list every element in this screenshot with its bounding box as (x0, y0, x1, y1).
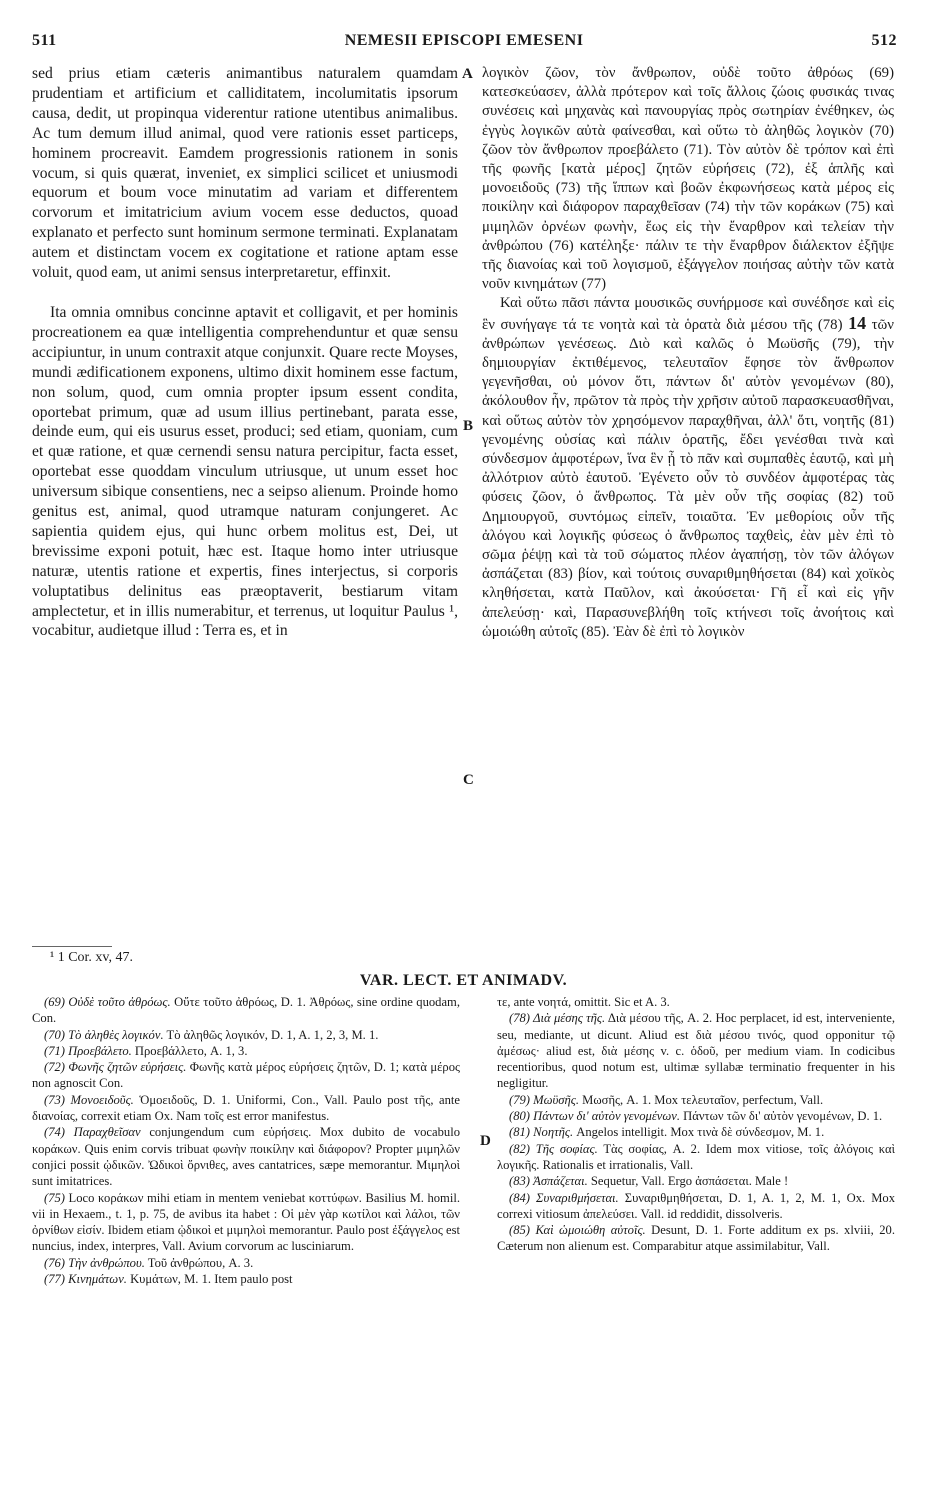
note-text: Κυμάτων, M. 1. Item paulo post (126, 1272, 293, 1287)
greek-paragraph-1: λογικὸν ζῶον, τὸν ἄνθρωπον, οὐδὲ τοῦτο ἀθρόως (69) κατεσκεύασεν, ἀλλὰ πρότερον καὶ τοῖς ἄλλοις ζώοις φυσικάς τινας συνέσεις καὶ μηχανὰς καὶ πανουργίας πρὸς σωτηρίαν ἐνέθηκεν, ὡς ἐγγὺς λογικῶν αὐτὰ φαίνεσθαι, καὶ οὕτω τὸ ἀληθῶς λογικὸν (70) ζῶον τὸν ἄνθρωπον προεβάλετο (71). Τὸν αὐτὸν δὲ τρόπον καὶ ἐπὶ τῆς φωνῆς [κατὰ μέρος] ζητῶν εὑρήσεις (72), ἐξ ἁπλῆς καὶ μονοειδοῦς (73) τῆς ἵππων καὶ βοῶν ἐκφωνήσεως κατὰ μέρος εἰς ποικίλην καὶ διάφορον παραχθεῖσαν (74) τὴν τῶν κοράκων (75) καὶ μιμηλῶν ὀρνέων φωνὴν, ἕως εἰς τὴν ἔναρθρον καὶ τελείαν τὴν ἀνθρώπου (76) κατέληξε· πάλιν τε τὴν ἔναρθρον διάλεκτον ἐξῆψε τῆς διανοίας καὶ τοῦ λογισμοῦ, ἐξάγγελον ποιήσας αὐτὴν τῶν κατὰ νοῦν κινημάτων (77) (482, 65, 894, 293)
note-text: Loco κοράκων mihi etiam in mentem veniebat κοττύφων. Basilius M. homil. vii in Hexaem., t. 1, p. 75, de avibus ita habet : Οἱ μὲν γὰρ κωτίλοι καὶ λάλοι, τῶν ὀρνίθων εἰσίν. Ibidem etiam ᾠδικοὶ et μιμηλοὶ memorantur. Paulo post ἐξάγγελος est nuncius, index, interpres, Vall. Avium corvorum ac lusciniarum. (32, 1190, 460, 1254)
note-lemma: (80) Πάντων δι' αὐτὸν γενομένων. (509, 1109, 681, 1124)
note-lemma: (81) Νοητῆς. (509, 1125, 574, 1140)
note-text: Desunt, D. 1. Forte additum ex ps. xlviii, 20. Cæterum non alienum est. Comparabitur atque assimilabitur, Vall. (497, 1223, 895, 1254)
footnote: ¹ 1 Cor. xv, 47. (50, 950, 134, 965)
note-lemma: (76) Τὴν ἀνθρώπου. (44, 1255, 145, 1270)
greek-paragraph-2a: Καὶ οὕτω πᾶσι πάντα μουσικῶς συνήρμοσε καὶ συνέδησε καὶ εἰς ἓν συνήγαγε τά τε νοητὰ καὶ τὰ ὁρατὰ διὰ μέσου τῆς (78) (482, 295, 894, 333)
greek-paragraph-2 (482, 294, 894, 642)
note-lemma: (75) (44, 1190, 65, 1205)
note-text: Μωσῆς, A. 1. Mox τελευταῖον, perfectum, Vall. (579, 1092, 824, 1107)
note-lemma: (84) Συναριθμήσεται. (509, 1190, 619, 1205)
note-lemma: (83) Ἀσπάζεται. (509, 1174, 588, 1189)
greek-paragraph-2b: τῶν ἀνθρώπων γενέσεως. Διὸ καὶ καλῶς ὁ Μωϋσῆς (79), τὴν δημιουργίαν ἐκτιθέμενος, τελευταῖον ἔφησε τὸν ἄνθρωπον γεγενῆσθαι, οὐ μόνον ὅτι, πάντων δι' αὐτὸν γενομένων (80), ἀκόλουθον ἦν, πρῶτον τὰ πρὸς τὴν χρῆσιν αὐτοῦ παρασκευασθῆναι, καὶ οὕτως αὐτὸν τὸν χρησόμενον παραχθῆναι, ἀλλ' ὅτι, νοητῆς (81) γενομένης οὐσίας καὶ πάλιν ὁρατῆς, ἔδει γενέσθαι τινὰ καὶ σύνδεσμον ἀμφοτέρων, ἵνα ἓν ᾖ τὸ πᾶν καὶ συμπαθὲς ἑαυτῷ, καὶ μὴ ἀλλότριον αὐτὸ ἑαυτοῦ. Ἐγένετο οὖν τὸ συνδέον ἀμφοτέρας τὰς φύσεις ζῶον, ὁ ἄνθρωπος. Τὰ μὲν οὖν τῆς σοφίας (82) τοῦ Δημιουργοῦ, συντόμως εἰπεῖν, τοιαῦτα. Ἐν μεθορίοις οὖν τῆς ἀλόγου καὶ λογικῆς φύσεως ὁ ἄνθρωπος ταχθεὶς, ἐὰν μὲν ἐπὶ τὸ σῶμα ῥέψῃ καὶ τὰ τοῦ σώματος πλέον ἀγαπήσῃ, τὸν τῶν ἀλόγων ἀσπάζεται (83) βίον, καὶ τούτοις συναριθμηθήσεται (84) καὶ χοϊκὸς κληθήσεται, κατὰ Παῦλον, καὶ ἀκούσεται· Γῆ εἶ καὶ εἰς γῆν ἀπελεύσῃ· καὶ, Παρασυνεβλήθη τοῖς κτήνεσι τοῖς ἀνοήτοις καὶ ὡμοιώθη αὐτοῖς (85). Ἐὰν δὲ ἐπὶ τὸ λογικὸν (482, 316, 894, 640)
margin-marker-a: A (462, 66, 473, 82)
note-entry (32, 1092, 460, 1125)
note-lemma: (77) Κινημάτων. (44, 1272, 127, 1287)
note-text: Οὔτε τοῦτο ἀθρόως, D. 1. Ἀθρόως, sine ordine quodam, Con. (32, 995, 461, 1026)
note-entry (32, 1059, 460, 1092)
note-lemma: (69) Οὐδὲ τοῦτο ἀθρόως. (44, 995, 171, 1009)
note-text: Συναριθμηθήσεται, D. 1, A. 1, 2, M. 1, Ox. Mox correxi vitiosum ἀπελεύσει. Vall. id reddidit, dissolveris. (497, 1190, 895, 1221)
note-text: Τοῦ ἀνθρώπου, A. 3. (144, 1255, 254, 1270)
note-entry (497, 1141, 895, 1174)
page-header (32, 32, 897, 56)
note-text: Φωνῆς κατὰ μέρος εὑρήσεις ζητῶν, D. 1; κατὰ μέρος non agnoscit Con. (32, 1060, 460, 1091)
note-text: Διὰ μέσου τῆς, A. 2. Hoc perplacet, id est, interveniente, seu, mediante, ut dicunt. Aliud est διὰ μέσου τινός, quod opponitur τῷ ἀμέσως· aliud est, διὰ μέσης v. c. ὁδοῦ, per medium viam. In codicibus recentioribus, quod notum est, ultimæ syllabæ terminatio frequenter in his negligitur. (497, 1011, 895, 1091)
note-lemma: (72) Φωνῆς ζητῶν εὑρήσεις. (44, 1060, 187, 1075)
notes-right-column (497, 994, 895, 1255)
varlect-title: VAR. LECT. ET ANIMADV. (359, 972, 568, 989)
page-number-left: 511 (32, 32, 57, 49)
note-text: Τὰς σοφίας, A. 2. Idem mox vitiose, τοῖς ἀλόγοις καὶ λογικῆς. Rationalis et irrationalis, Vall. (497, 1141, 896, 1172)
note-text: Προεβάλλετο, A. 1, 3. (131, 1043, 248, 1058)
note-lemma: (78) Διὰ μέσης τῆς. (509, 1011, 606, 1026)
note-text: Angelos intelligit. Mox τινὰ δὲ σύνδεσμον, M. 1. (573, 1125, 825, 1140)
note-entry (497, 1010, 895, 1091)
page-number-right: 512 (871, 32, 897, 49)
note-entry (32, 1027, 460, 1043)
note-text: Πάντων τῶν δι' αὐτὸν γενομένων, D. 1. (680, 1109, 883, 1124)
note-lemma: (74) Παραχθεῖσαν (44, 1125, 141, 1140)
note-lemma: (79) Μωϋσῆς. (509, 1092, 580, 1107)
note-text: conjungendum cum εὑρήσεις. Mox dubito de vocabulo κοράκων. Quis enim corvis tribuat φωνὴν ποικίλην καὶ διάφορον? Propter μιμηλῶν conjici possit ᾠδικῶν. Ὠδικοὶ ὄρνιθες, aves cantatrices, sæpe memorantur. Μιμηλοὶ sunt imitatrices. (32, 1125, 461, 1189)
note-entry (32, 1255, 460, 1271)
latin-paragraph-2: Ita omnia omnibus concinne aptavit et colligavit, et per hominis procreationem ea quæ intelligentia comprehenduntur et quæ sensu accipiuntur, in unum contraxit atque conjunxit. Quare recte Moyses, mundi ædificationem exponens, ultimo dixit hominem esse factum, non solum, quod, cum omnia propter ipsum essent condita, oportebat primum, quæ ad usum illius pertinebant, parata esse, deinde eum, qui eis usurus esset, produci; sed etiam, quoniam, cum et quæ ratione, et quæ cernendi sensu natura percipitur, facta esset, oportebat esse quoddam vinculum utriusque, ut unum esset hoc universum sibique consentiens, nec a seipso alienum. Proinde homo genitus est, animal, quod utramque naturam conjungeret. Ac sapientia quidem ejus, qui hunc orbem molitus est, Dei, ut brevissime exponi potuit, hæc est. Itaque homo inter utriusque naturæ, utentis ratione et expertis, fines interjectus, si corporis voluptatibus delinitus eas præoptaverit, bestiarum vitam amplectetur, et in illis numerabitur, et terrenus, ut loquitur Paulus ¹, vocabitur, audietque illud : Terra es, et in (32, 303, 458, 640)
greek-column (482, 64, 894, 642)
notes-left-column (32, 994, 460, 1287)
note-text: Ὁμοειδοῦς, D. 1. Uniformi, Con., Vall. Paulo post τῆς, ante διανοίας, correxit etiam Ox. Nam τοῖς est error manifestus. (32, 1092, 460, 1124)
note-text: Τὸ ἀληθῶς λογικόν, D. 1, A. 1, 2, 3, M. 1. (163, 1027, 379, 1042)
note-entry (32, 1271, 460, 1287)
note-text: Sequetur, Vall. Ergo ἀσπάσεται. Male ! (587, 1174, 789, 1189)
note-entry (32, 1190, 460, 1255)
note-entry (497, 1124, 895, 1140)
note-entry (32, 994, 460, 1027)
note-entry (497, 1190, 895, 1223)
note-lemma: (70) Τὸ ἀληθὲς λογικόν. (44, 1027, 164, 1042)
note-entry (32, 1043, 460, 1059)
note-entry (497, 1108, 895, 1124)
note-entry (32, 1124, 460, 1189)
note-text: τε, ante νοητά, omittit. Sic et A. 3. (497, 995, 670, 1009)
margin-number-14: 14 (848, 312, 867, 333)
note-entry (497, 1092, 895, 1108)
note-lemma: (85) Καὶ ὡμοιώθη αὐτοῖς. (509, 1223, 646, 1238)
latin-column (32, 64, 458, 641)
margin-marker-d: D (480, 1133, 491, 1149)
note-lemma: (82) Τῆς σοφίας. (509, 1141, 598, 1156)
latin-paragraph-1: sed prius etiam cæteris animantibus naturalem quamdam prudentiam et artificium et calliditatem, incolumitatis ipsorum causa, dedit, ut propinqua viderentur ratione utentibus animalibus. Ac tum demum illud animal, quod vere rationis esset particeps, hominem procreavit. Eamdem progressionis rationem in sonis vocum, si quis quærat, inveniet, ex simplici scilicet et uniusmodi equorum et boum voce minutatim ad variam et differentem corvorum et imitatricium avium vocem esse deductos, quoad explanato et perfecto sunt hominum sermone terminati. Explanatam autem et distinctam vocem ex cogitatione et ratione aptam esse voluit, quod eam, ut animi sensus interpretaretur, effinxit. (32, 65, 458, 282)
margin-marker-b: B (463, 418, 474, 434)
note-lemma: (73) Μονοειδοῦς. (44, 1092, 134, 1107)
note-lemma: (71) Προεβάλετο. (44, 1043, 132, 1058)
footnote-rule (32, 946, 112, 947)
note-entry (497, 1222, 895, 1255)
note-entry (497, 994, 895, 1010)
margin-marker-c: C (463, 772, 474, 788)
note-entry (497, 1173, 895, 1189)
running-title: NEMESII EPISCOPI EMESENI (344, 32, 584, 49)
